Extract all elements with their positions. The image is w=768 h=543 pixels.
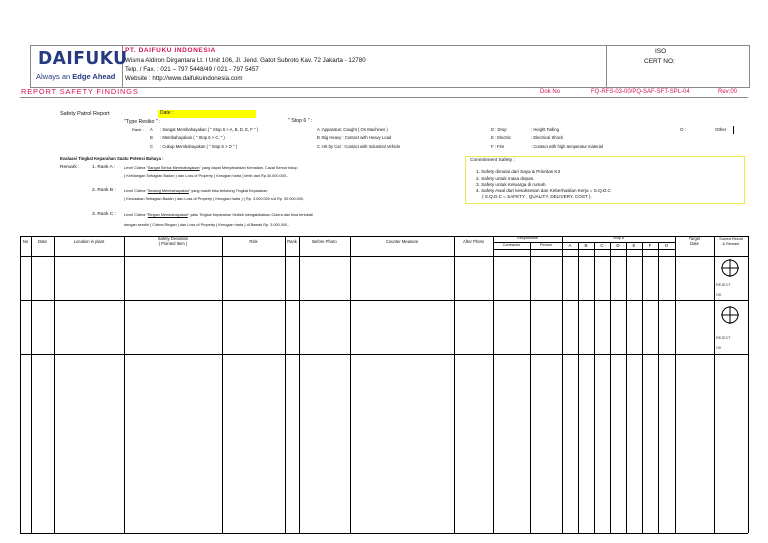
col-line-0: [20, 236, 21, 533]
stop6-e: E : Electric: [491, 135, 512, 140]
stop6-d: D : Drop: [491, 127, 507, 132]
col-line-1: [31, 236, 32, 533]
th-deviation: Safety Deviation ( Pointed Item ): [157, 236, 189, 247]
company-logo: DAIFUKU: [38, 48, 128, 69]
col-line-18: [675, 236, 676, 533]
revision: Rev:00: [718, 89, 738, 95]
findings-table: [20, 236, 748, 533]
col-line-11: [562, 236, 563, 533]
th-location: Location in plant: [73, 239, 105, 244]
col-line-13: [594, 242, 595, 533]
stop6-d-desc: : Height Falling: [531, 127, 559, 132]
crosshair-icon[interactable]: [720, 305, 740, 325]
remark-label: Remark :: [60, 165, 80, 170]
table-bottom-line: [20, 533, 748, 534]
th-contractor: Contractor: [502, 243, 521, 247]
col-line-16: [642, 242, 643, 533]
commitment-title: Commitment Safety :: [470, 158, 515, 163]
rank-b-desc-2: ( Kerusakan Sebagian Badan ) dan Loss of Property ( Kerugian harta ) ( Rp. 3.000.000 s/d Rp. 30.000.000,: [124, 197, 305, 201]
col-line-17: [658, 242, 659, 533]
th-stop-d: D: [616, 243, 620, 248]
th-stop-f: F: [648, 243, 652, 248]
th-stop-a: A: [568, 243, 572, 248]
type-resiko-label: "Type Resiko " :: [124, 119, 161, 125]
safety-patrol-report: Safety Patrol Report: [60, 111, 110, 117]
iso-label: ISO: [655, 48, 667, 55]
report-title: REPORT SAFETY FINDINGS: [21, 87, 139, 96]
rank-c-label: 3. Rank C :: [92, 212, 116, 217]
stop6-label: " Stop 6 " :: [288, 118, 313, 124]
rank-b-label: 2. Rank B :: [92, 188, 116, 193]
th-stop-e: E: [632, 243, 636, 248]
crosshair-icon[interactable]: [720, 258, 740, 278]
company-phone: Telp. / Fax. : 021 – 797 5448/49 / 021 - 797 5457: [125, 66, 259, 73]
reject-label[interactable]: REJECT: [716, 283, 731, 287]
company-website: Website : http://www.daifukuindonesia.com: [125, 75, 243, 82]
col-line-8: [454, 236, 455, 533]
commitment-sqdc: ( S.Q.D.C = SAFETY , QUALITY, DELIVERY, COST ).: [482, 194, 592, 199]
rank-text-c: : Cukup Membahayakan ( " Stop 6 > O " ): [160, 144, 238, 149]
col-line-10: [530, 242, 531, 533]
ok-label[interactable]: OK: [716, 293, 722, 297]
stop6-b: B :Big Heavy : Contact with Heavy Load: [317, 135, 392, 140]
rank-a-desc-1: Level Cidera "Sangat Serius Membahayakan" yang dapat Menyebabkan Kematian, Cacat Semur hidup: [124, 166, 298, 170]
rank-a-label: 1. Rank A :: [92, 165, 116, 170]
col-line-3: [124, 236, 125, 533]
company-address: Wisma Aldiron Dirgantara Lt. I Unit 106, Jl. Jend. Gatot Subroto Kav. 72 Jakarta - 12780: [125, 57, 366, 64]
reject-label[interactable]: REJECT: [716, 336, 731, 340]
iso-divider: [606, 45, 607, 87]
doc-no-value: FQ-RFS-03-00/PQ-SAF-SFT-SPL-04: [591, 89, 690, 95]
col-line-4: [222, 236, 223, 533]
col-line-12: [578, 242, 579, 533]
col-line-6: [299, 236, 300, 533]
stop6-a: A :Apparatus: Caught ( On Machines ): [317, 127, 388, 132]
col-line-5: [285, 236, 286, 533]
rank-text-b: : Membahayakan ( " Stop 6 > C, " ): [160, 135, 225, 140]
commitment-item-2: 2. Safety untuk masa depan.: [476, 176, 535, 181]
rank-prefix: Rank :: [132, 127, 144, 132]
th-responsible: Responsible: [517, 236, 538, 240]
th-after-photo: After Photo: [463, 239, 484, 244]
cert-label: CERT NO:: [644, 58, 675, 65]
table-row-divider: [20, 300, 748, 301]
th-date: Date: [38, 239, 47, 244]
company-tagline: Always an Edge Ahead: [36, 72, 116, 81]
stop6-c: C :Hit by Car : Contact with Industrial Vehicle: [317, 144, 401, 149]
th-stop-b: B: [584, 243, 588, 248]
evaluation-title: Evaluasi Tingkat Keparahan Suatu Potensi Bahaya :: [60, 156, 164, 161]
th-person: Person: [539, 243, 553, 247]
th-stop-o: O: [664, 243, 669, 248]
rank-a-desc-2: ( Kehilangan Sebagian Badan ) dan Loss of Property ( Kerugian harta ) lebih dari Rp.30.000.000,-: [124, 174, 289, 178]
rank-c-desc-2: dengan sendiri ( Cidera Ringan ) dan Loss of Property ( Kerugian harta ) di Bawah Rp. 3.000.000,-: [124, 223, 290, 227]
responsible-bottomline: [493, 249, 675, 250]
commitment-item-1: 1. Safety dimulai dari Saya & Prioritas K3: [476, 169, 561, 174]
stop6-o: O :: [680, 127, 687, 132]
col-line-15: [626, 242, 627, 533]
table-row-divider-2: [20, 354, 748, 355]
stop6-f: F : Fire: [491, 144, 505, 149]
company-name: PT. DAIFUKU INDONESIA: [125, 47, 216, 54]
th-stop-c: C: [600, 243, 604, 248]
commitment-item-3: 3. Safety untuk Keluarga di rumah.: [476, 182, 547, 187]
date-label: Date :: [160, 110, 174, 116]
other-cursor: [733, 126, 734, 134]
date-field[interactable]: [158, 110, 256, 118]
col-line-19: [714, 236, 715, 533]
rank-c-desc-1: Level Cidera "Ringan Membahayakan" yaitu Tingkat Keparahan Sedikit mengakibatkan Cidera dan bisa tertobati: [124, 213, 313, 217]
rank-code-a: A: [150, 127, 153, 132]
th-no: No: [22, 239, 29, 244]
th-target-date: Target Date: [688, 236, 701, 247]
col-line-14: [610, 242, 611, 533]
th-rank: Rank: [287, 239, 297, 244]
th-before-photo: Before Photo: [312, 239, 337, 244]
rank-code-c: C: [150, 144, 154, 149]
th-counter-measure: Counter Measure: [385, 239, 419, 244]
stop6-other: Other: [715, 127, 727, 132]
stop6-e-desc: : Electrical Shock: [531, 135, 564, 140]
col-line-9: [493, 236, 494, 533]
commitment-item-4: 4. Safety Awal dari kesuksesan dan Keberhasilan Kerja = S.Q.D.C: [476, 188, 611, 193]
rank-code-b: B: [150, 135, 153, 140]
th-stop6: Stop 6: [613, 236, 624, 240]
col-line-7: [350, 236, 351, 533]
ok-label[interactable]: OK: [716, 346, 722, 350]
table-header-line: [20, 256, 748, 257]
stop6-f-desc: : Contact with high temperatur material: [531, 144, 603, 149]
rank-b-desc-1: Level Cidera "Sedang Membahayakan" yang masih bisa tertolong Tingkat Keparahan: [124, 189, 268, 193]
col-line-2: [54, 236, 55, 533]
th-risk: Risk: [249, 239, 258, 244]
th-solved-result: Solved Result & Remark: [719, 237, 743, 246]
doc-no-label: Dok No: [540, 89, 561, 95]
col-line-20: [748, 236, 749, 533]
rank-text-a: : Sangat Membahayakan ( " Stop 6 > A, B, D, E, F " ): [160, 127, 259, 132]
